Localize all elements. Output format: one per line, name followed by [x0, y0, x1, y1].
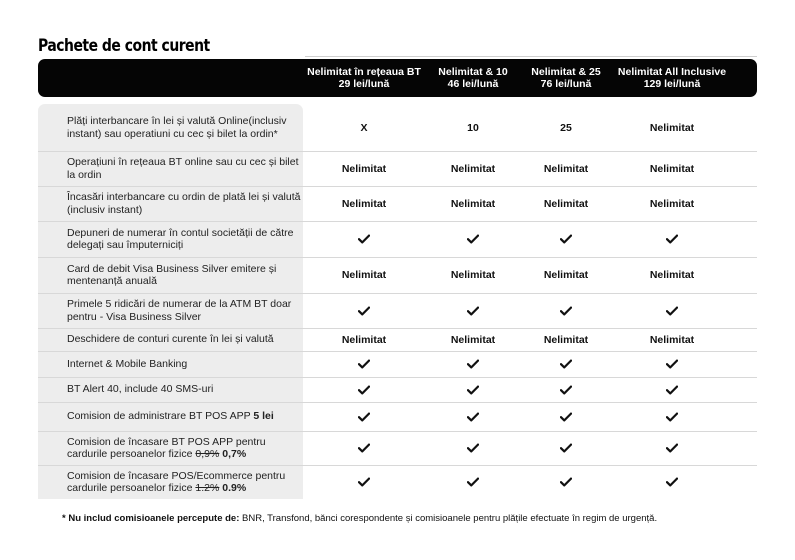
table-header	[38, 59, 757, 97]
check-icon	[423, 221, 523, 257]
column-header-1	[304, 59, 424, 97]
row-label-text: Operațiuni în rețeaua BT online sau cu cec și bilet la ordin	[67, 156, 299, 181]
check-icon	[516, 431, 616, 465]
column-name: Nelimitat în rețeaua BT	[307, 66, 421, 78]
check-icon	[516, 377, 616, 402]
cell-value: X	[360, 121, 368, 134]
row-label	[67, 293, 307, 328]
cell-value: Nelimitat	[649, 269, 695, 281]
row-label-text: Card de debit Visa Business Silver emitere și mentenanță anuală	[67, 262, 277, 287]
new-rate: 0.9%	[222, 482, 247, 494]
cell-value: Nelimitat	[543, 197, 589, 210]
cell-value: Nelimitat	[341, 269, 387, 281]
cell-value: Nelimitat	[341, 197, 387, 210]
cell-value: Nelimitat	[649, 162, 695, 175]
cell-value: 10	[467, 121, 479, 134]
check-icon	[622, 431, 722, 465]
check-icon	[314, 465, 414, 499]
row-label	[67, 351, 307, 377]
cell-value: Nelimitat	[450, 269, 496, 281]
cell-value: Nelimitat	[649, 197, 695, 210]
column-name: Nelimitat All Inclusive	[617, 66, 727, 78]
table-row	[38, 257, 757, 294]
cell-value: Nelimitat	[543, 333, 589, 346]
table-row	[38, 186, 757, 222]
cell-value: 25	[560, 121, 572, 134]
row-label-text: Comision de încasare BT POS APP pentru cardurile persoanelor fizice	[67, 435, 266, 460]
check-icon	[314, 377, 414, 402]
check-icon	[516, 221, 616, 257]
column-price: 76 lei/lună	[540, 78, 592, 90]
check-icon	[314, 221, 414, 257]
page-title: Pachete de cont curent	[38, 36, 210, 56]
footnote-text: BNR, Transfond, bănci corespondente și comisioanele pentru plățile efectuate în regim de urgență.	[239, 513, 658, 524]
row-label-text: BT Alert 40, include 40 SMS-uri	[67, 383, 214, 396]
check-icon	[516, 293, 616, 328]
row-label-text: Comision de încasare POS/Ecommerce pentru cardurile persoanelor fizice	[67, 469, 286, 494]
old-rate: 0,9%	[195, 448, 220, 460]
row-label	[67, 221, 307, 257]
check-icon	[423, 351, 523, 377]
check-icon	[314, 431, 414, 465]
check-icon	[314, 293, 414, 328]
footnote	[62, 513, 657, 524]
table-row	[38, 465, 757, 499]
footnote-bold: * Nu includ comisioanele percepute de:	[62, 513, 240, 524]
column-name: Nelimitat & 25	[531, 66, 601, 78]
cell-value: Nelimitat	[450, 197, 496, 210]
cell-value: Nelimitat	[450, 333, 496, 346]
row-label	[67, 186, 307, 221]
row-label	[67, 257, 307, 293]
column-header-3	[506, 59, 626, 97]
row-label-text: Comision de administrare BT POS APP	[67, 410, 251, 423]
cell-value: Nelimitat	[649, 333, 695, 346]
row-label-text: Depuneri de numerar în contul societății de către delegați sau împuterniciți	[67, 226, 294, 251]
column-price: 46 lei/lună	[447, 78, 499, 90]
title-divider	[305, 56, 757, 57]
check-icon	[423, 293, 523, 328]
cell-value: Nelimitat	[543, 162, 589, 175]
check-icon	[622, 402, 722, 431]
new-rate: 0,7%	[222, 448, 247, 460]
check-icon	[622, 221, 722, 257]
check-icon	[516, 402, 616, 431]
row-label	[67, 151, 307, 186]
row-label	[67, 377, 307, 402]
check-icon	[516, 351, 616, 377]
table-row	[38, 293, 757, 329]
table-row	[38, 377, 757, 403]
column-name: Nelimitat & 10	[438, 66, 508, 78]
cell-value: Nelimitat	[543, 269, 589, 281]
table-row	[38, 151, 757, 187]
cell-value: Nelimitat	[649, 121, 695, 134]
column-header-4	[612, 59, 732, 97]
table-row	[38, 431, 757, 466]
new-rate: 5 lei	[253, 410, 274, 423]
row-label	[67, 402, 307, 431]
table-row	[38, 221, 757, 258]
cell-value: Nelimitat	[341, 162, 387, 175]
column-price: 29 lei/lună	[338, 78, 390, 90]
check-icon	[516, 465, 616, 499]
check-icon	[423, 431, 523, 465]
check-icon	[423, 402, 523, 431]
table-row	[38, 104, 757, 152]
column-price: 129 lei/lună	[643, 78, 701, 90]
check-icon	[622, 351, 722, 377]
row-label-text: Internet & Mobile Banking	[67, 357, 188, 370]
check-icon	[622, 377, 722, 402]
check-icon	[314, 351, 414, 377]
check-icon	[622, 465, 722, 499]
cell-value: Nelimitat	[341, 333, 387, 346]
check-icon	[423, 465, 523, 499]
cell-value: Nelimitat	[450, 162, 496, 175]
row-label-text: Încasări interbancare cu ordin de plată lei și valută (inclusiv instant)	[67, 191, 301, 216]
check-icon	[622, 293, 722, 328]
row-label-text: Deschidere de conturi curente în lei și valută	[67, 333, 274, 346]
check-icon	[423, 377, 523, 402]
row-label-text: Plăți interbancare în lei și valută Online(inclusiv instant) sau operatiuni cu cec și bilet la ordin*	[67, 115, 287, 140]
check-icon	[314, 402, 414, 431]
table-row	[38, 351, 757, 378]
row-label	[67, 431, 307, 465]
row-label	[67, 465, 307, 499]
table-row	[38, 328, 757, 352]
row-label	[67, 104, 307, 151]
row-label-text: Primele 5 ridicări de numerar de la ATM BT doar pentru - Visa Business Silver	[67, 298, 292, 323]
old-rate: 1.2%	[195, 482, 220, 494]
row-label	[67, 328, 307, 351]
table-row	[38, 402, 757, 432]
